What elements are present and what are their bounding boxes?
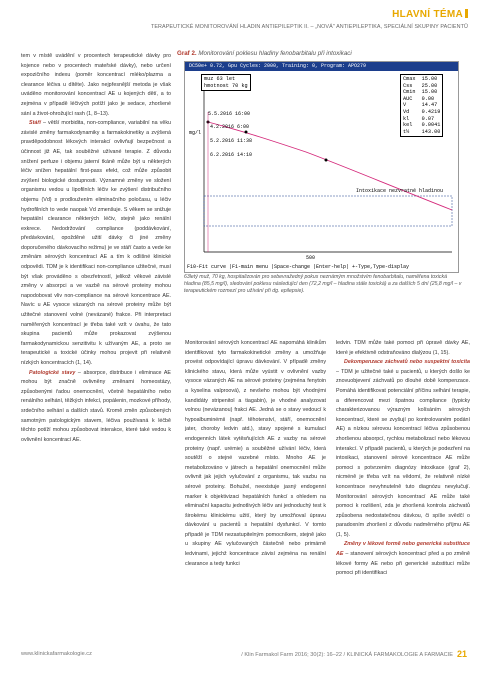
header-subtitle: TERAPEUTICKÉ MONITOROVÁNÍ HLADIN ANTIEPILEPTIK II. – „NOVÁ" ANTIEPILEPTIKA, SPECIÁLNÍ SKUPINY PACIENTŮ [150, 24, 468, 30]
screen-plot-area [186, 72, 457, 263]
section-title [392, 9, 468, 20]
figure-caption: 63letý muž, 70 kg, hospitalizován pro sebevražedný pokus neznámým množstvím fenobarbitalu, naměřena toxická hladina (85,5 mg/l), sledování poklesu následující den (72,2 mg/l – hladina stále toxická) a za dalších 5 dní (25,8 mg/l – v terapeutickém rozmezí pro užívání při dg. epilepsie). [184, 274, 462, 295]
figure-number: Graf 2. [177, 50, 197, 57]
paragraph [21, 119, 171, 368]
paragraph [21, 52, 171, 119]
measurement-point [245, 131, 248, 134]
paragraph-text: – TDM je užitečné také u pacientů, u kterých došlo ke znovuobjevení záchvatů po dlouhé době kompenzace. Pomáhá identifikovat potenciální příčinu selhání terapie, a diferencovat mezi špatnou compliance (typicky charakterizovanou výrazným kolísáním sérových koncentrací, které se zvyšují po kontrolovaném podání AE) a nízkou sérovou koncentrací léčiva způsobenou zhoršenou absorpcí, rychlou metabolizací nebo lékovou interakcí. V případě pacientů, u kterých je podezření na intoxikaci, stanovení sérové koncentrace AE může pomoci s potvrzením diagnózy intoxikace (graf 2), nicméně je třeba vzít na vědomí, že relativně nízké koncentrace nevyhnutelně tuto diagnózu nevylučují. Monitorování sérových koncentrací AE může také pomoci k rozlišení, zda je zhoršená kontrola záchvatů způsobena nedostatečnou dávkou, či spíše svědčí o paradoxním zhoršení z důvodu nadměrného příjmu AE (1, 5). [336, 368, 470, 538]
screen-status-bar: F10-Fit curve |F1-main menu |Space-change |Enter-help| +-Type,Type-display [185, 263, 458, 272]
page-number: 21 [456, 649, 467, 659]
paragraph-text: ledvin. TDM může také pomoci při úpravě dávky AE, které je efektivně odstraňováno dialýzou (1, 15). [336, 340, 470, 356]
paragraph-heading: Změny v lékové formě nebo generická substituce AE [336, 541, 470, 558]
time-label-1: 5.5.2016 16:00 [208, 111, 251, 117]
figure-label [177, 50, 352, 57]
text-column-2 [185, 339, 326, 569]
footer-website: www.klinickafarmakologie.cz [21, 651, 92, 657]
screen-title-bar: DC50e+ 0.72, Gpu Cycles: 2000, Training: 0, Program: APO279 [185, 62, 458, 71]
paragraph-heading: Patologické stavy [29, 369, 76, 376]
paragraph [336, 358, 470, 540]
paragraph-text: – absorpce, distribuce i eliminace AE mohou být značně ovlivněny změnami homeostázy, způsobenými řadou onemocnění, včetně hepatálního nebo renálního selhání, těžkých infekcí, popálenin, mozkové příhody, srdečního selhání a dalších stavů. Kromě změn způsobených samotným patologickým stavem, léčiva používaná k léčbě těchto potíží mohou způsobovat interakce, které také vedou k ovlivnění koncentrací AE. [21, 369, 171, 443]
text-column-1 [21, 52, 171, 445]
y-axis-unit: mg/l [189, 130, 202, 136]
paragraph [21, 369, 171, 446]
paragraph-text: – stanovení sérových koncentrací před a po změně lékové formy AE nebo při generické substituci může pomoci při identifikaci [336, 551, 470, 577]
footer-journal: / Klin Farmakol Farm 2016; 30(2): 16–22 / KLINICKÁ FARMAKOLOGIE A FARMACIE [241, 652, 453, 658]
measurement-point [325, 159, 328, 162]
patient-info-box: muz 63 let hmotnost 70 kg [201, 74, 251, 91]
paragraph-text: Monitorování sérových koncentrací AE napomáhá klinikům identifikovat tyto farmakokinetické změny a umožňuje provést odpovídající úpravu dávkování. V případě změny klinického stavu, která může vyústit v ovlivnění vazby vysoce vázaných AE na sérové proteiny (zejména fenytoin a kyselina valproová), z nevšeho mohou být vhodnými kandidáty stripenitol a tiagabin), je vhodné analyzovat volnou (nevázanou) frakci AE. Jedná se o stavy vedoucí k hypoalbuminémii (např. těhotenství, stáří, onemocnění jater, choroby ledvin atd.), stavy spojené s kumulací endogenních látek vytěsňujících AE z vazby na sérové proteiny (např. urémie) a souběžné užívání léčiv, která soutěží o stejné vazebné místo. Mnoho AE je metabolizováno v játrech a hepatální onemocnění může ovlivnit jak jejich vylučování z organismu, tak vazbu na sérové proteiny. Bohužel, neexistuje jasný endogenní marker k objektivizaci hepatálních funkcí s ohledem na eliminační kapacitu jednotlivých léčiv ani jednoduchý test k širokému klinickému užití, který by umožňoval úpravu dávkování u pacientů s hepatální dysfunkcí. V tomto případě je TDM nezastupitelným pomocníkem, stejně jako u skupiny AE vylučovaných částečně nebo primárně ledvinami, jejichž koncentrace závisí zejména na renální clearance a tedy funkci [185, 340, 326, 567]
footer-citation [241, 649, 467, 659]
x-axis-value: 500 [306, 255, 316, 261]
plot-annotation: Intoxikace nezvratné hladinou [356, 188, 444, 194]
paragraph [336, 339, 470, 358]
time-label-3: 5.2.2016 11:38 [210, 138, 253, 144]
figure-screenshot [184, 61, 459, 273]
paragraph-heading: Dekompenzace záchvatů nebo suspektní toxicita [344, 359, 470, 366]
time-label-2: 4.2.2016 6:00 [210, 124, 250, 130]
pk-parameters-box: Cmax 15.00 Css 25.00 Cmin 15.00 AUC 0.00 V 14.47 Vd 0.4219 kl 0.07 kel 0.0041 t½ 143.00 [400, 74, 443, 137]
paragraph [185, 339, 326, 569]
paragraph-text: tem v místě uvádění v procentech terapeutické dávky pro kojence nebo v procentech mateřské dávky), nebo určení expozičního indexu (poměr koncentrací mléko/plazma a clearance léčiva u dítěte). Jako nejpřesnější metoda je však uváděno monitorování koncentrací AE u kojených dětí, a to zejména v případě léčivých potíží jako je sedace, zhoršené sání a život-ohrožující rash (1, 8–13). [21, 53, 171, 117]
figure-title: Monitorování poklesu hladiny fenobarbitalu při intoxikaci [198, 50, 352, 57]
title-accent-bar [465, 9, 468, 18]
paragraph-heading: Stáří [29, 120, 41, 127]
section-title-text: HLAVNÍ TÉMA [392, 9, 463, 20]
paragraph [336, 540, 470, 578]
time-label-4: 6.2.2016 14:10 [210, 152, 253, 158]
paragraph-text: – větší morbidita, non-compliance, variabilní na věku závislé změny farmakodynamiky a farmakokinetiky a zvýšená pravděpodobnost lékových interakcí ovlivňují bezpečnost a účinnost již AE, tak souběžné užívané terapie. Z důvodu snížení perfuze i objemu jaterní tkáně může být u některých léčiv snížen hepatální first-pass efekt, což může způsobit zvýšení biologické dostupnosti. Významné změny ve složení organismu vedou u lipofilních léčiv ke zvýšení distribučního objemu (Vd) s prodloužením eliminačního poločasu, u léčiv hydrofilních to vede naopak Vd zmenšuje. S věkem se snižuje hepatální clearance některých léčiv, stejně jako renální exkrece. Nedodržování compliance (poddávkování, předávkování, opožděné užití dávky či jiné změny doporučeného dávkovacího režimu) je ve stáří často a vede ke změnám sérových koncentrací AE a tím k odlišné klinické odpovědi. TDM je k identifikaci non-compliance užitečné, musí být však prováděno s obezřetností, jelikož věkové závislé změny v absorpci a ve vazbě na sérové proteiny mohou napodobovat vliv non-compliance na sérové koncentrace AE. Navíc u AE vysoce vázaných na sérové proteiny může být užitečné stanovení volné (nevázané) frakce. Při interpretaci naměřených koncentrací je třeba také vzít v úvahu, že tato skupina pacientů může prokazovat zvýšenou farmakodynamickou senzitivitu k užívaným AE, a proto se terapeutické a toxické účinky mohou projevit při relativně nízkých koncentracích (1, 14). [21, 120, 171, 366]
therapeutic-band [204, 196, 452, 226]
text-column-3 [336, 339, 470, 579]
